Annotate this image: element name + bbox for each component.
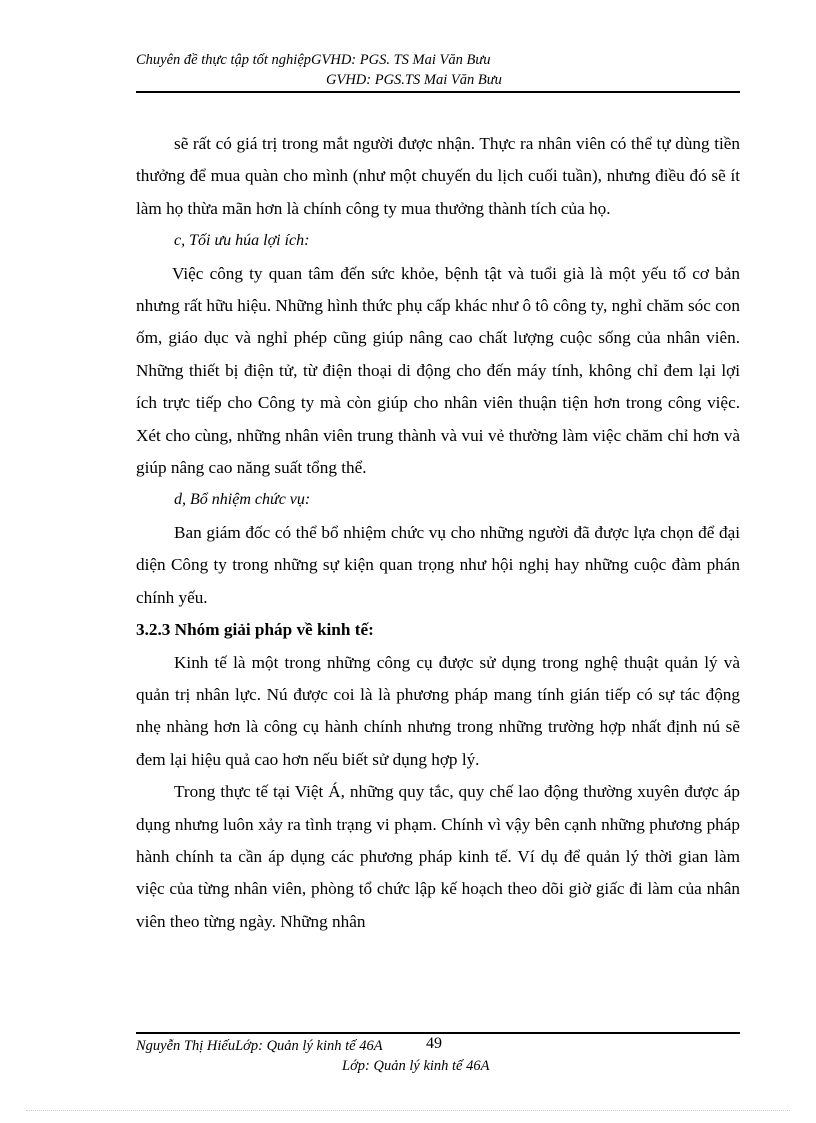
section-heading: 3.2.3 Nhóm giải pháp về kinh tế:: [136, 620, 374, 640]
footer-line-2: Lớp: Quản lý kinh tế 46A: [342, 1058, 490, 1074]
paragraph-2: Việc công ty quan tâm đến sức khỏe, bệnh tật và tuổi già là một yếu tố cơ bản nhưng rất hữu hiệu. Những hình thức phụ cấp khác như ô tô công ty, nghỉ chăm sóc con ốm, giáo dục và nghỉ phép cũng giúp nâng cao chất lượng cuộc sống của nhân viên. Những thiết bị điện tử, từ điện thoại di động cho đến máy tính, không chỉ đem lại lợi ích trực tiếp cho Công ty mà còn giúp cho nhân viên thuận tiện hơn trong công việc. Xét cho cùng, những nhân viên trung thành và vui vẻ thường làm việc chăm chỉ hơn và giúp nâng cao năng suất tổng thể.: [136, 263, 740, 478]
paragraph-4: Kinh tế là một trong những công cụ được sử dụng trong nghệ thuật quản lý và quản trị nhân lực. Nú được coi là là phương pháp mang tính gián tiếp có sự tác động nhẹ nhàng hơn là công cụ hành chính nhưng trong những trường hợp nhất định nú sẽ đem lại hiệu quả cao hơn nếu biết sử dụng hợp lý.: [136, 652, 740, 769]
header-line-2: GVHD: PGS.TS Mai Văn Bưu: [326, 72, 502, 88]
paragraph-1: sẽ rất có giá trị trong mắt người được nhận. Thực ra nhân viên có thể tự dùng tiền thưởng để mua quàn cho mình (như một chuyến du lịch cuối tuần), nhưng điều đó sẽ ít làm họ thừa mãn hơn là chính công ty mua thưởng thành tích của họ.: [136, 134, 740, 218]
subheading-d: d, Bổ nhiệm chức vụ:: [174, 491, 311, 509]
footer-line-1: [136, 1036, 740, 1056]
header-line-1: Chuyên đề thực tập tốt nghiệpGVHD: PGS. TS Mai Văn Bưu: [136, 52, 491, 68]
footer-author-class: Nguyễn Thị HiếuLớp: Quản lý kinh tế 46A: [136, 1038, 383, 1054]
page-header: [136, 50, 740, 90]
header-rule: [136, 91, 740, 93]
paragraph-3: Ban giám đốc có thể bổ nhiệm chức vụ cho những người đã được lựa chọn để đại diện Công ty trong những sự kiện quan trọng như hội nghị hay những cuộc đàm phán chính yếu.: [136, 522, 740, 607]
page-bottom-dotted-line: [26, 1110, 790, 1111]
subheading-c: c, Tối ưu húa lợi ích:: [174, 232, 310, 250]
page-number: 49: [426, 1035, 442, 1052]
page-footer: [136, 1036, 740, 1076]
page-body: [136, 128, 740, 938]
paragraph-5: Trong thực tế tại Việt Á, những quy tắc, quy chế lao động thường xuyên được áp dụng nhưng luôn xảy ra tình trạng vi phạm. Chính vì vậy bên cạnh những phương pháp hành chính ta cần áp dụng các phương pháp kinh tế. Ví dụ để quản lý thời gian làm việc của từng nhân viên, phòng tổ chức lập kế hoạch theo dõi giờ giấc đi làm của nhân viên theo từng ngày. Những nhân: [136, 782, 740, 931]
